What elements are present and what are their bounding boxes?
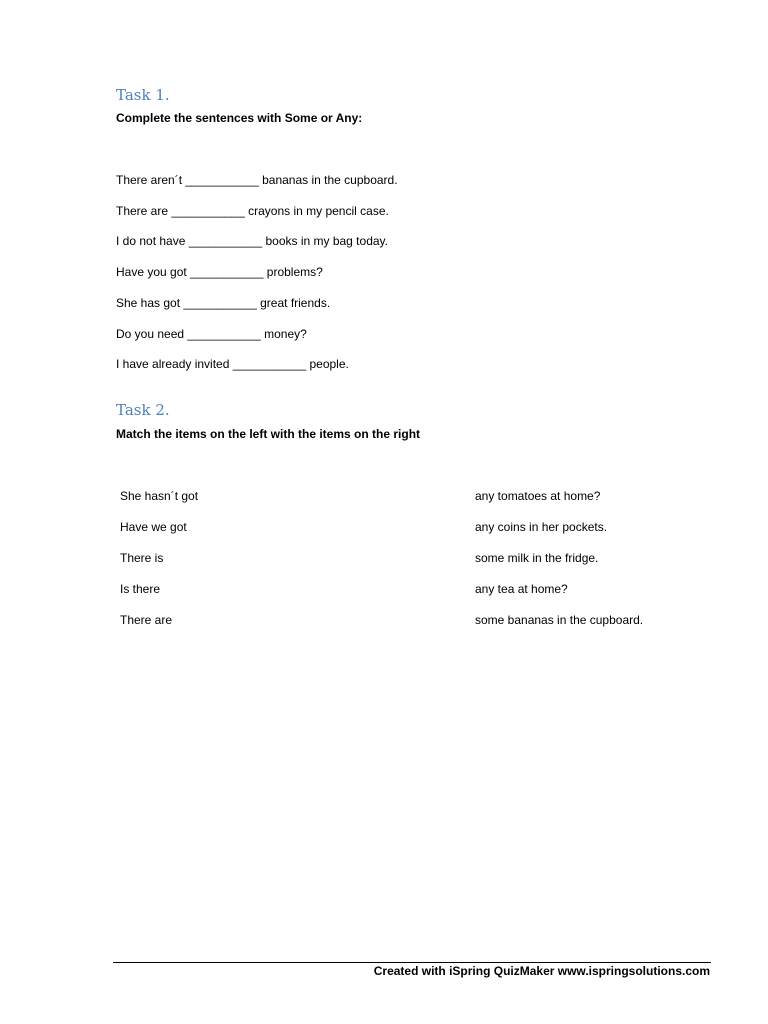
- match-left-item-3: There is: [120, 551, 164, 565]
- task1-title: Task 1.: [116, 86, 170, 104]
- task1-sentence-1: There aren´t ___________ bananas in the cupboard.: [116, 173, 398, 187]
- task1-sentence-7: I have already invited ___________ people.: [116, 357, 349, 371]
- match-right-item-1: any tomatoes at home?: [475, 489, 601, 503]
- match-left-item-5: There are: [120, 613, 173, 627]
- task1-sentence-6: Do you need ___________ money?: [116, 327, 307, 341]
- task1-sentence-5: She has got ___________ great friends.: [116, 296, 331, 310]
- task1-instruction: Complete the sentences with Some or Any:: [116, 111, 363, 125]
- task1-sentence-4: Have you got ___________ problems?: [116, 265, 323, 279]
- footer-divider: [113, 962, 711, 963]
- task1-sentence-3: I do not have ___________ books in my bag today.: [116, 234, 388, 248]
- match-left-item-2: Have we got: [120, 520, 187, 534]
- task1-sentence-2: There are ___________ crayons in my pencil case.: [116, 204, 389, 218]
- match-right-item-5: some bananas in the cupboard.: [475, 613, 644, 627]
- match-right-item-3: some milk in the fridge.: [475, 551, 599, 565]
- footer-credit: Created with iSpring QuizMaker www.ispringsolutions.com: [373, 964, 710, 978]
- match-left-item-4: Is there: [120, 582, 161, 596]
- match-right-item-4: any tea at home?: [475, 582, 568, 596]
- match-right-item-2: any coins in her pockets.: [475, 520, 608, 534]
- task2-title: Task 2.: [116, 401, 170, 419]
- task2-instruction: Match the items on the left with the items on the right: [116, 427, 421, 441]
- match-left-item-1: She hasn´t got: [120, 489, 199, 503]
